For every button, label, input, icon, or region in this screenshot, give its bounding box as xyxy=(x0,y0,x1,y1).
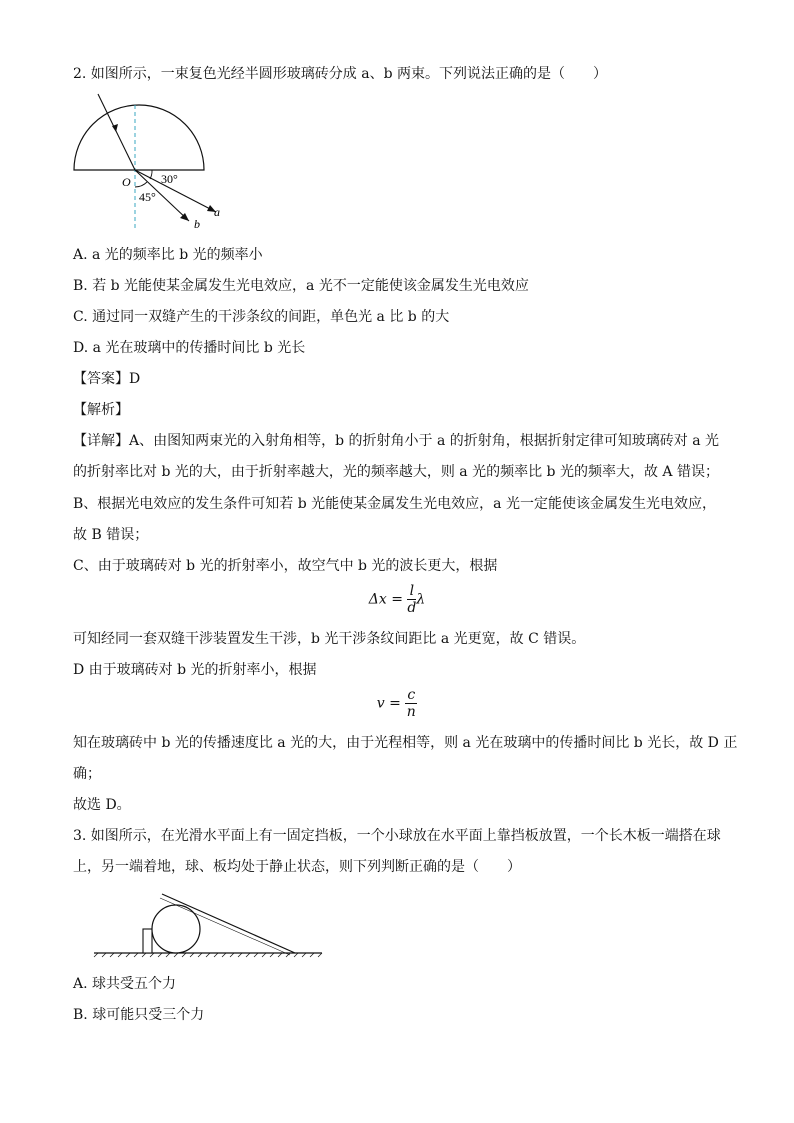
label-45: 45° xyxy=(139,190,156,204)
q2-after-formula-2-line-1: 知在玻璃砖中 b 光的传播速度比 a 光的大，由于光程相等，则 a 光在玻璃中的传播时间比 b 光长，故 D 正 xyxy=(73,735,738,751)
formula-delta-x: Δx = $\frac{l}{d}$ λ xyxy=(368,583,426,616)
q2-analysis-line-3: B、根据光电效应的发生条件可知若 b 光能使某金属发生光电效应，a 光一定能使该金属发生光电效应， xyxy=(73,496,716,512)
angle-arc-45 xyxy=(135,182,147,187)
q2-analysis-line-1: 【详解】A、由图知两束光的入射角相等，b 的折射角小于 a 的折射角，根据折射定律可知玻璃砖对 a 光 xyxy=(73,433,720,449)
label-a: a xyxy=(214,205,220,219)
label-30: 30° xyxy=(161,172,178,186)
question-3-stem-line-1: 3. 如图所示，在光滑水平面上有一固定挡板，一个小球放在水平面上靠挡板放置，一个长木板一端搭在球 xyxy=(73,828,721,844)
q2-option-a: A. a 光的频率比 b 光的频率小 xyxy=(73,247,263,263)
q2-d-intro: D 由于玻璃砖对 b 光的折射率小，根据 xyxy=(73,662,317,678)
q2-analysis-title: 【解析】 xyxy=(73,402,129,418)
refraction-figure xyxy=(68,88,248,231)
q2-option-c: C. 通过同一双缝产生的干涉条纹的间距，单色光 a 比 b 的大 xyxy=(73,309,450,325)
formula-v: v = $\frac{c}{n}$ xyxy=(376,687,416,720)
semicircle-glass-brick xyxy=(74,105,204,170)
q2-after-formula-2-line-2: 确； xyxy=(73,766,101,782)
q2-analysis-line-4: 故 B 错误； xyxy=(73,527,149,543)
q2-answer: 【答案】D xyxy=(73,371,141,387)
angle-arc-30 xyxy=(150,170,152,179)
question-3-stem-line-2: 上，另一端着地，球、板均处于静止状态，则下列判断正确的是（ ） xyxy=(73,859,521,875)
q2-conclusion: 故选 D。 xyxy=(73,797,131,813)
fixed-baffle xyxy=(143,929,152,953)
q2-option-d: D. a 光在玻璃中的传播时间比 b 光长 xyxy=(73,340,306,356)
q3-option-a: A. 球共受五个力 xyxy=(73,976,177,992)
label-o: O xyxy=(122,175,131,189)
q2-analysis-line-2: 的折射率比对 b 光的大，由于折射率越大，光的频率越大，则 a 光的频率比 b 光的频率大，故 A 错误； xyxy=(73,464,719,480)
q3-option-b: B. 球可能只受三个力 xyxy=(73,1007,205,1023)
ball-plank-figure xyxy=(90,884,330,964)
q2-option-b: B. 若 b 光能使某金属发生光电效应，a 光不一定能使该金属发生光电效应 xyxy=(73,278,529,294)
label-b: b xyxy=(194,217,200,231)
q2-after-formula-1: 可知经同一套双缝干涉装置发生干涉，b 光干涉条纹间距比 a 光更宽，故 C 错误。 xyxy=(73,631,586,647)
question-2-stem: 2. 如图所示，一束复色光经半圆形玻璃砖分成 a、b 两束。下列说法正确的是（ ） xyxy=(73,66,608,82)
q2-analysis-line-5: C、由于玻璃砖对 b 光的折射率小，故空气中 b 光的波长更大，根据 xyxy=(73,558,498,574)
